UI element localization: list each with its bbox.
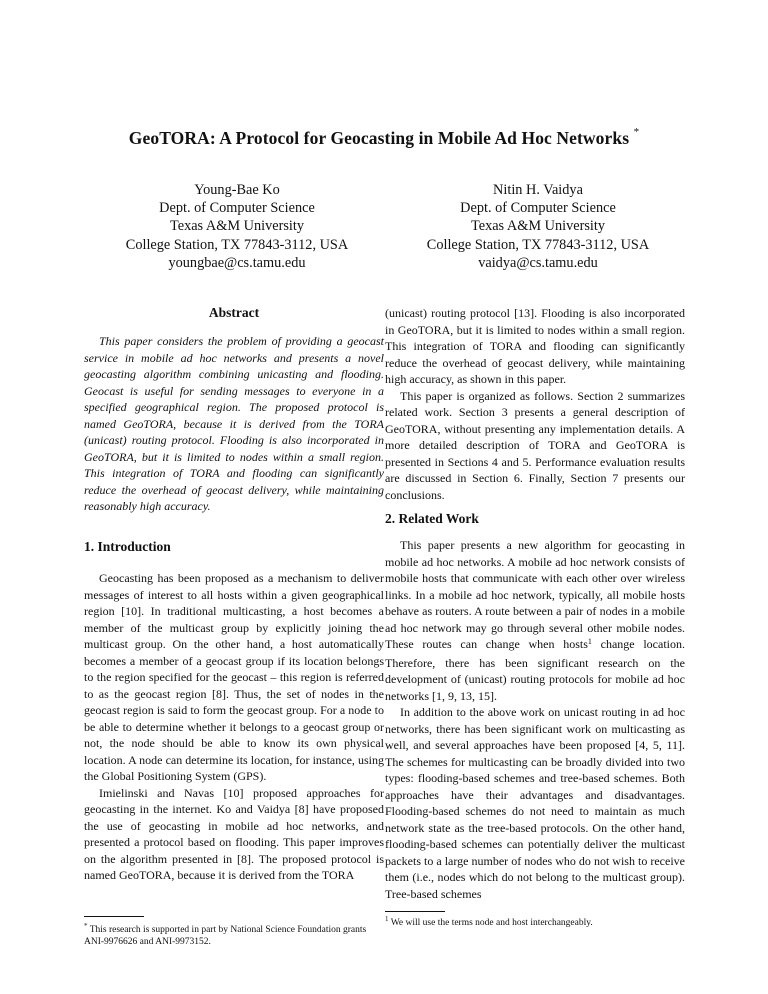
title-footnote-mark: * <box>633 126 640 139</box>
footnote-rule <box>84 916 144 917</box>
author-name: Young-Bae Ko <box>194 182 280 198</box>
section-heading-related-work: 2. Related Work <box>385 511 479 526</box>
author-dept: Dept. of Computer Science <box>159 200 315 217</box>
right-column-top <box>385 305 685 503</box>
abstract-text: This paper considers the problem of providing a geocast service in mobile ad hoc networks and presents a novel geocasting algorithm combining unicasting and flooding. Geocast is useful for sending messages to everyone in a specified geographical region. The proposed protocol is named GeoTORA, because it is derived from the TORA (unicast) routing protocol. Flooding is also incorporated in GeoTORA, but it is limited to nodes within a small region. This integration of TORA and flooding can significantly reduce the overhead of geocast delivery, while maintaining reasonably high accuracy. <box>84 334 384 513</box>
author-address: College Station, TX 77843-3112, USA <box>426 236 650 253</box>
paragraph: This paper presents a new algorithm for geocasting in mobile ad hoc networks. A mobile ad hoc network consists of mobile hosts that communicate with each other over wireless links. In a mobile ad hoc network, typically, all mobile hosts behave as routers. A route between a pair of nodes in a mobile ad hoc network may go through several other mobile nodes. These routes can change when hosts$^1$ change location. Therefore, there has been significant research on the development of (unicast) routing protocols for mobile ad hoc networks [1, 9, 13, 15]. <box>385 538 685 703</box>
author-university: Texas A&M University <box>470 218 605 235</box>
author-email: vaidya@cs.tamu.edu <box>478 254 598 271</box>
footnote-mark: * <box>84 922 88 930</box>
author-name: Nitin H. Vaidya <box>493 182 583 198</box>
footnote-mark: 1 <box>385 915 389 923</box>
author-address: College Station, TX 77843-3112, USA <box>125 236 349 253</box>
paragraph: (unicast) routing protocol [13]. Flooding is also incorporated in GeoTORA, but it is limited to nodes within a small region. This integration of TORA and flooding can significantly reduce the overhead of geocast delivery, while maintaining high accuracy, as shown in this paper. <box>385 306 685 386</box>
footnote-right: $^1$ We will use the terms node and host interchangeably. <box>385 915 593 929</box>
author-dept: Dept. of Computer Science <box>460 200 616 217</box>
author-email: youngbae@cs.tamu.edu <box>168 254 306 271</box>
author-university: Texas A&M University <box>169 218 304 235</box>
introduction-body <box>84 570 384 884</box>
paragraph: Geocasting has been proposed as a mechanism to deliver messages of interest to all hosts within a given geographical region [10]. In traditional multicasting, a host becomes a member of the multicast group by explicitly joining the multicast group. On the other hand, a host automatically becomes a member of a geocast group if its location belongs to the region specified for the geocast – this region is referred to as the geocast region [8]. Thus, the set of nodes in the geocast region is said to form the geocast group. For a node to be able to determine whether it belongs to a geocast group or not, the node should be able to know its own physical location. A node can determine its location, for instance, using the Global Positioning System (GPS). <box>84 571 384 783</box>
footnote-left: * This research is supported in part by National Science Foundation grants ANI-9976626 and ANI-9973152. <box>84 922 367 948</box>
paragraph: This paper is organized as follows. Section 2 summarizes related work. Section 3 presents a general description of GeoTORA, without presenting any implementation details. A more detailed description of TORA and GeoTORA is presented in Sections 4 and 5. Performance evaluation results are discussed in Section 6. Finally, Section 7 presents our conclusions. <box>385 388 685 502</box>
section-heading-introduction: 1. Introduction <box>84 539 171 554</box>
paragraph: In addition to the above work on unicast routing in ad hoc networks, there has been significant work on multicasting as well, and several approaches have been proposed [4, 5, 11]. The schemes for multicasting can be broadly divided into two types: flooding-based schemes and tree-based schemes. Both approaches have their advantages and disadvantages. Flooding-based schemes do not need to maintain as much network state as the tree-based protocols. On the other hand, flooding-based schemes can potentially deliver the multicast packets to a large number of nodes who do not wish to receive them (i.e., nodes which do not belong to the multicast group). Tree-based schemes <box>385 705 685 901</box>
footnote-rule <box>385 911 445 912</box>
footnote-mark: 1 <box>587 637 592 646</box>
paper-title: GeoTORA: A Protocol for Geocasting in Mobile Ad Hoc Networks * <box>128 126 640 148</box>
author-block-1 <box>97 181 377 272</box>
related-work-body <box>385 537 685 902</box>
paragraph: Imielinski and Navas [10] proposed approaches for geocasting in the internet. Ko and Vaidya [8] have proposed the use of geocasting in mobile ad hoc networks, and presented a protocol based on flooding. This paper improves on the algorithm presented in [8]. The proposed protocol is named GeoTORA, because it is derived from the TORA <box>84 785 384 882</box>
abstract-heading: Abstract <box>208 305 260 320</box>
author-block-2 <box>398 181 678 272</box>
